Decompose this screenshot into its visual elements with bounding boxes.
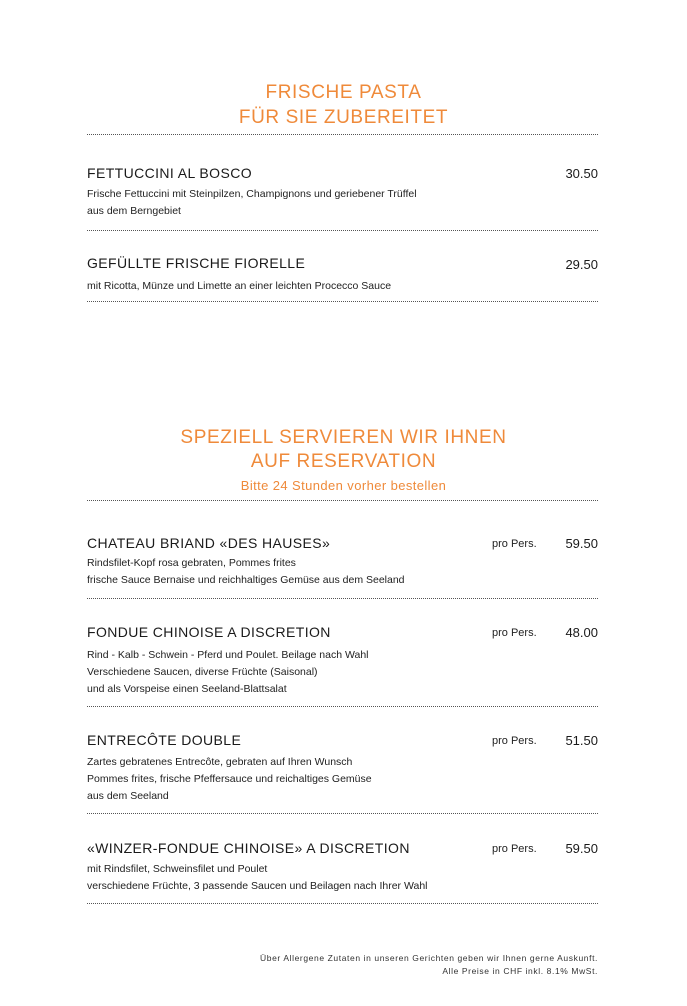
menu-item-price: 48.00	[565, 625, 598, 640]
menu-item-price: 59.50	[565, 536, 598, 551]
menu-item-name: FETTUCCINI AL BOSCO	[87, 165, 252, 181]
menu-item-description	[87, 186, 417, 220]
footer-notes	[260, 952, 598, 978]
menu-item-price: 51.50	[565, 733, 598, 748]
item-divider	[87, 230, 598, 231]
item-divider	[87, 813, 598, 814]
description-line: aus dem Berngebiet	[87, 205, 181, 217]
allergen-note: Über Allergene Zutaten in unseren Gerichten geben wir Ihnen gerne Auskunft.	[260, 953, 598, 963]
section-divider	[87, 500, 598, 501]
menu-item-price: 29.50	[565, 257, 598, 272]
item-divider	[87, 903, 598, 904]
section-divider	[87, 134, 598, 135]
item-divider	[87, 598, 598, 599]
pasta-section-title-line1: FRISCHE PASTA	[265, 82, 422, 103]
menu-item-description	[87, 754, 372, 805]
price-note: Alle Preise in CHF inkl. 8.1% MwSt.	[442, 966, 598, 976]
menu-item-description	[87, 861, 428, 895]
menu-item-description	[87, 555, 405, 589]
menu-item-price: 59.50	[565, 841, 598, 856]
item-divider	[87, 301, 598, 302]
description-line: Rindsfilet-Kopf rosa gebraten, Pommes frites	[87, 557, 296, 569]
menu-item-name: FONDUE CHINOISE A DISCRETION	[87, 624, 331, 640]
menu-item-unit: pro Pers.	[492, 538, 537, 550]
description-line: frische Sauce Bernaise und reichhaltiges Gemüse aus dem Seeland	[87, 574, 405, 586]
description-line: aus dem Seeland	[87, 790, 169, 802]
menu-item-unit: pro Pers.	[492, 735, 537, 747]
menu-item-description	[87, 278, 391, 295]
description-line: Pommes frites, frische Pfeffersauce und reichaltiges Gemüse	[87, 773, 372, 785]
description-line: und als Vorspeise einen Seeland-Blattsalat	[87, 683, 287, 695]
menu-item-unit: pro Pers.	[492, 843, 537, 855]
description-line: Zartes gebratenes Entrecôte, gebraten auf Ihren Wunsch	[87, 756, 353, 768]
item-divider	[87, 706, 598, 707]
description-line: mit Rindsfilet, Schweinsfilet und Poulet	[87, 863, 268, 875]
menu-item-name: CHATEAU BRIAND «DES HAUSES»	[87, 535, 331, 551]
description-line: Verschiedene Saucen, diverse Früchte (Saisonal)	[87, 666, 318, 678]
reservation-section-subtitle: Bitte 24 Stunden vorher bestellen	[240, 478, 447, 493]
menu-item-name: ENTRECÔTE DOUBLE	[87, 732, 242, 748]
menu-item-price: 30.50	[565, 166, 598, 181]
menu-item-name: «WINZER-FONDUE CHINOISE» A DISCRETION	[87, 840, 410, 856]
menu-item-name: GEFÜLLTE FRISCHE FIORELLE	[87, 255, 306, 271]
description-line: Frische Fettuccini mit Steinpilzen, Champignons und geriebener Trüffel	[87, 188, 417, 200]
description-line: verschiedene Früchte, 3 passende Saucen und Beilagen nach Ihrer Wahl	[87, 880, 428, 892]
description-line: Rind - Kalb - Schwein - Pferd und Poulet. Beilage nach Wahl	[87, 649, 369, 661]
pasta-section-title-line2: FÜR SIE ZUBEREITET	[238, 107, 449, 128]
menu-item-unit: pro Pers.	[492, 627, 537, 639]
menu-item-description	[87, 647, 369, 698]
reservation-section-title-line2: AUF RESERVATION	[250, 451, 437, 472]
description-line: mit Ricotta, Münze und Limette an einer leichten Procecco Sauce	[87, 280, 392, 292]
reservation-section-title-line1: SPEZIELL SERVIEREN WIR IHNEN	[180, 427, 507, 448]
